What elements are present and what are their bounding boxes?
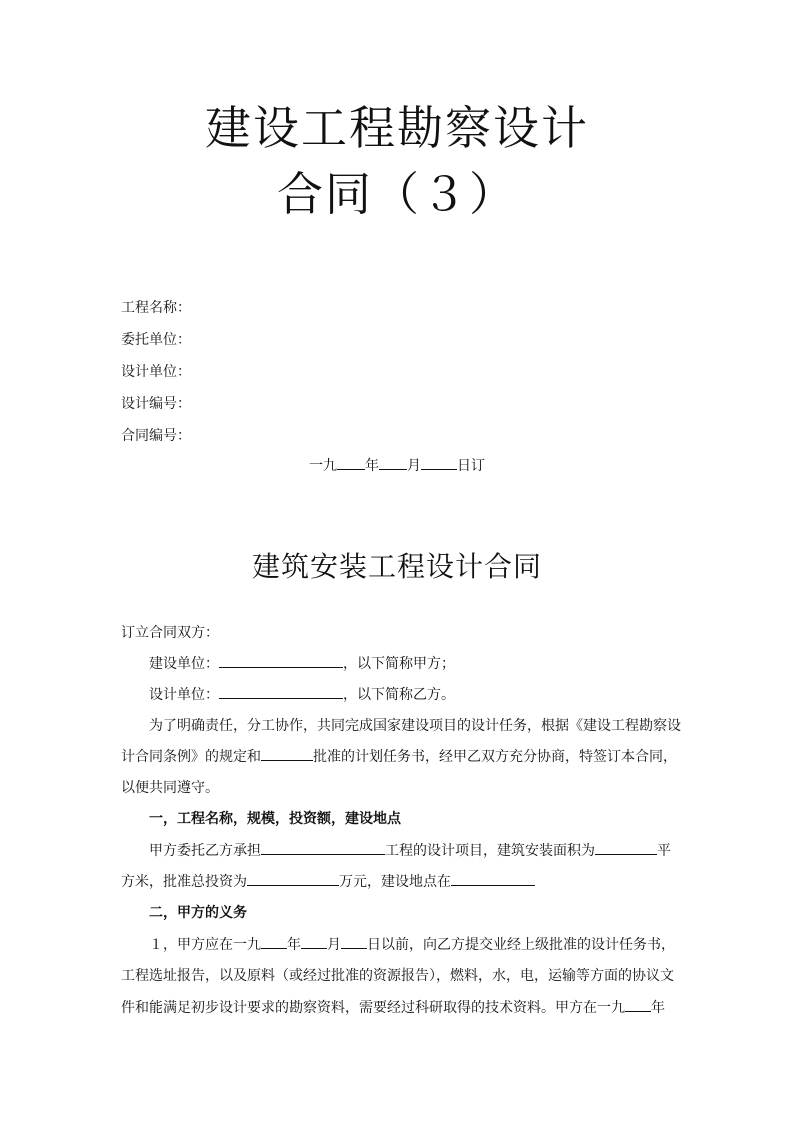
purpose-line1: 为了明确责任，分工协作，共同完成国家建设项目的设计任务，根据《建设工程勘察设 bbox=[149, 718, 681, 734]
party-a-suffix: ，以下简称甲方； bbox=[343, 656, 455, 672]
party-b-blank bbox=[219, 684, 343, 699]
parties-intro: 订立合同双方： bbox=[121, 625, 219, 641]
date-day-blank bbox=[421, 455, 457, 470]
section2-line3-a: 件和能满足初步设计要求的勘察资料，需要经过科研取得的技术资料。甲方在一九 bbox=[121, 1000, 625, 1016]
section2-line3-b: 年 bbox=[651, 1000, 665, 1016]
section1-line1-b: 工程的设计项目，建筑安装面积为 bbox=[385, 843, 595, 859]
party-b-suffix: ，以下简称乙方。 bbox=[343, 687, 455, 703]
date-year-label: 年 bbox=[365, 458, 379, 474]
project-name-blank bbox=[261, 840, 385, 855]
party-a-line bbox=[149, 653, 455, 673]
field-design-unit: 设计单位： bbox=[121, 364, 191, 380]
field-project-name: 工程名称： bbox=[121, 300, 191, 316]
section1-line1-c: 平 bbox=[657, 843, 671, 859]
date-year-blank bbox=[337, 455, 365, 470]
section1-line1 bbox=[149, 840, 671, 860]
party-a-label: 建设单位： bbox=[149, 656, 219, 672]
section2-line2: 工程选址报告，以及原料（或经过批准的资源报告），燃料，水，电，运输等方面的协议文 bbox=[121, 968, 674, 984]
approval-authority-blank bbox=[261, 746, 313, 761]
purpose-line3: 以便共同遵守。 bbox=[121, 780, 219, 796]
signing-date bbox=[0, 455, 794, 475]
section2-line3-year-blank bbox=[625, 997, 651, 1012]
section1-line1-a: 甲方委托乙方承担 bbox=[149, 843, 261, 859]
section2-month-label: 月 bbox=[327, 937, 341, 953]
date-prefix: 一九 bbox=[309, 458, 337, 474]
document-title-line2: 合同（３） bbox=[277, 167, 517, 221]
section2-year-blank bbox=[261, 934, 287, 949]
purpose-line2 bbox=[121, 746, 677, 766]
section2-line1-d: 日以前，向乙方提交业经上级批准的设计任务书， bbox=[367, 937, 675, 953]
date-month-blank bbox=[379, 455, 407, 470]
investment-blank bbox=[247, 871, 339, 886]
purpose-line2-b: 批准的计划任务书，经甲乙双方充分协商，特签订本合同， bbox=[313, 749, 677, 765]
section1-line2-a: 方米，批准总投资为 bbox=[121, 874, 247, 890]
date-month-label: 月 bbox=[407, 458, 421, 474]
field-contract-no: 合同编号： bbox=[121, 428, 191, 444]
section1-line2-b: 万元，建设地点在 bbox=[339, 874, 451, 890]
party-a-blank bbox=[219, 653, 343, 668]
section2-year-label: 年 bbox=[287, 937, 301, 953]
party-b-line bbox=[149, 684, 455, 704]
document-title-line1: 建设工程勘察设计 bbox=[205, 101, 589, 155]
section2-line1 bbox=[149, 934, 675, 954]
area-blank bbox=[595, 840, 657, 855]
party-b-label: 设计单位： bbox=[149, 687, 219, 703]
section2-day-blank bbox=[341, 934, 367, 949]
section2-line3 bbox=[121, 997, 665, 1017]
section2-month-blank bbox=[301, 934, 327, 949]
purpose-line2-a: 计合同条例》的规定和 bbox=[121, 749, 261, 765]
field-design-no: 设计编号： bbox=[121, 396, 191, 412]
section1-line2 bbox=[121, 871, 535, 891]
field-entrusting-unit: 委托单位： bbox=[121, 332, 191, 348]
section2-heading: 二，甲方的义务 bbox=[149, 905, 247, 921]
date-day-label: 日订 bbox=[457, 458, 485, 474]
location-blank bbox=[451, 871, 535, 886]
section2-line1-a: １，甲方应在一九 bbox=[149, 937, 261, 953]
section-title: 建筑安装工程设计合同 bbox=[251, 550, 542, 583]
section1-heading: 一，工程名称，规模，投资额，建设地点 bbox=[149, 811, 401, 827]
